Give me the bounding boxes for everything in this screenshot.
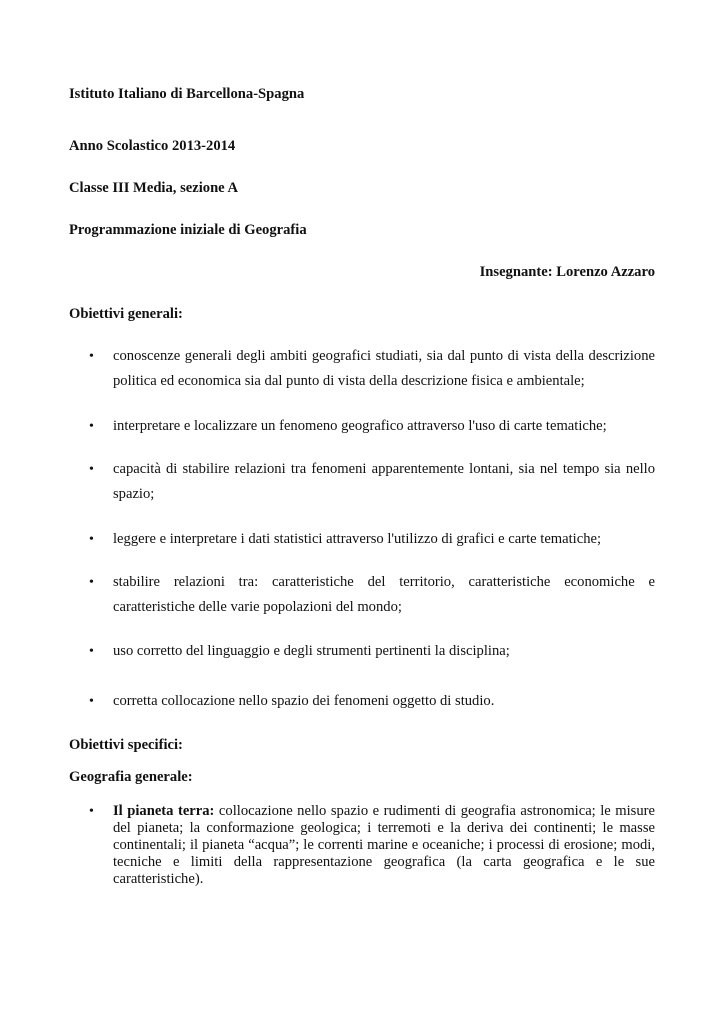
general-objective-text: interpretare e localizzare un fenomeno geografico attraverso l'uso di carte tematiche;	[113, 418, 607, 434]
teacher-name: Insegnante: Lorenzo Azzaro	[479, 264, 655, 280]
general-objective-item	[89, 570, 655, 620]
general-objective-item	[89, 344, 655, 394]
bullet-icon: •	[89, 349, 94, 364]
general-objective-text: stabilire relazioni tra: caratteristiche del territorio, caratteristiche economiche e caratteristiche delle varie popolazioni del mondo;	[113, 574, 655, 615]
program-title: Programmazione iniziale di Geografia	[69, 222, 307, 238]
general-objective-text: conoscenze generali degli ambiti geografici studiati, sia dal punto di vista della descrizione politica ed economica sia dal punto di vista della descrizione fisica e ambientale;	[113, 348, 655, 389]
topic-description: collocazione nello spazio e rudimenti di geografia astronomica; le misure del pianeta; la conformazione geologica; i terremoti e la deriva dei continenti; le masse continentali; il pianeta “acqua”; le correnti marine e oceaniche; i processi di erosione; modi, tecniche e limiti della rappresentazione geografica (la carta geografica e le sue caratteristiche).	[113, 803, 655, 887]
specific-objectives-heading: Obiettivi specifici:	[69, 737, 183, 753]
topic-title: Il pianeta terra:	[113, 803, 215, 819]
general-objective-text: uso corretto del linguaggio e degli strumenti pertinenti la disciplina;	[113, 643, 510, 659]
bullet-icon: •	[89, 804, 94, 819]
school-year: Anno Scolastico 2013-2014	[69, 138, 236, 154]
general-objective-item	[89, 689, 655, 714]
general-objective-item	[89, 414, 655, 439]
bullet-icon: •	[89, 575, 94, 590]
general-objective-text: capacità di stabilire relazioni tra fenomeni apparentemente lontani, sia nel tempo sia nello spazio;	[113, 461, 655, 502]
general-objective-item	[89, 639, 655, 664]
general-geography-heading: Geografia generale:	[69, 769, 193, 785]
general-objectives-heading: Obiettivi generali:	[69, 306, 183, 322]
general-objective-item	[89, 527, 655, 552]
institute-title: Istituto Italiano di Barcellona-Spagna	[69, 86, 305, 102]
general-objective-text: corretta collocazione nello spazio dei fenomeni oggetto di studio.	[113, 693, 495, 709]
specific-objective-item	[89, 803, 655, 888]
general-objective-text: leggere e interpretare i dati statistici attraverso l'utilizzo di grafici e carte tematiche;	[113, 531, 602, 547]
general-objective-item	[89, 457, 655, 507]
bullet-icon: •	[89, 532, 94, 547]
bullet-icon: •	[89, 462, 94, 477]
bullet-icon: •	[89, 644, 94, 659]
class-section: Classe III Media, sezione A	[69, 180, 239, 196]
bullet-icon: •	[89, 694, 94, 709]
bullet-icon: •	[89, 419, 94, 434]
